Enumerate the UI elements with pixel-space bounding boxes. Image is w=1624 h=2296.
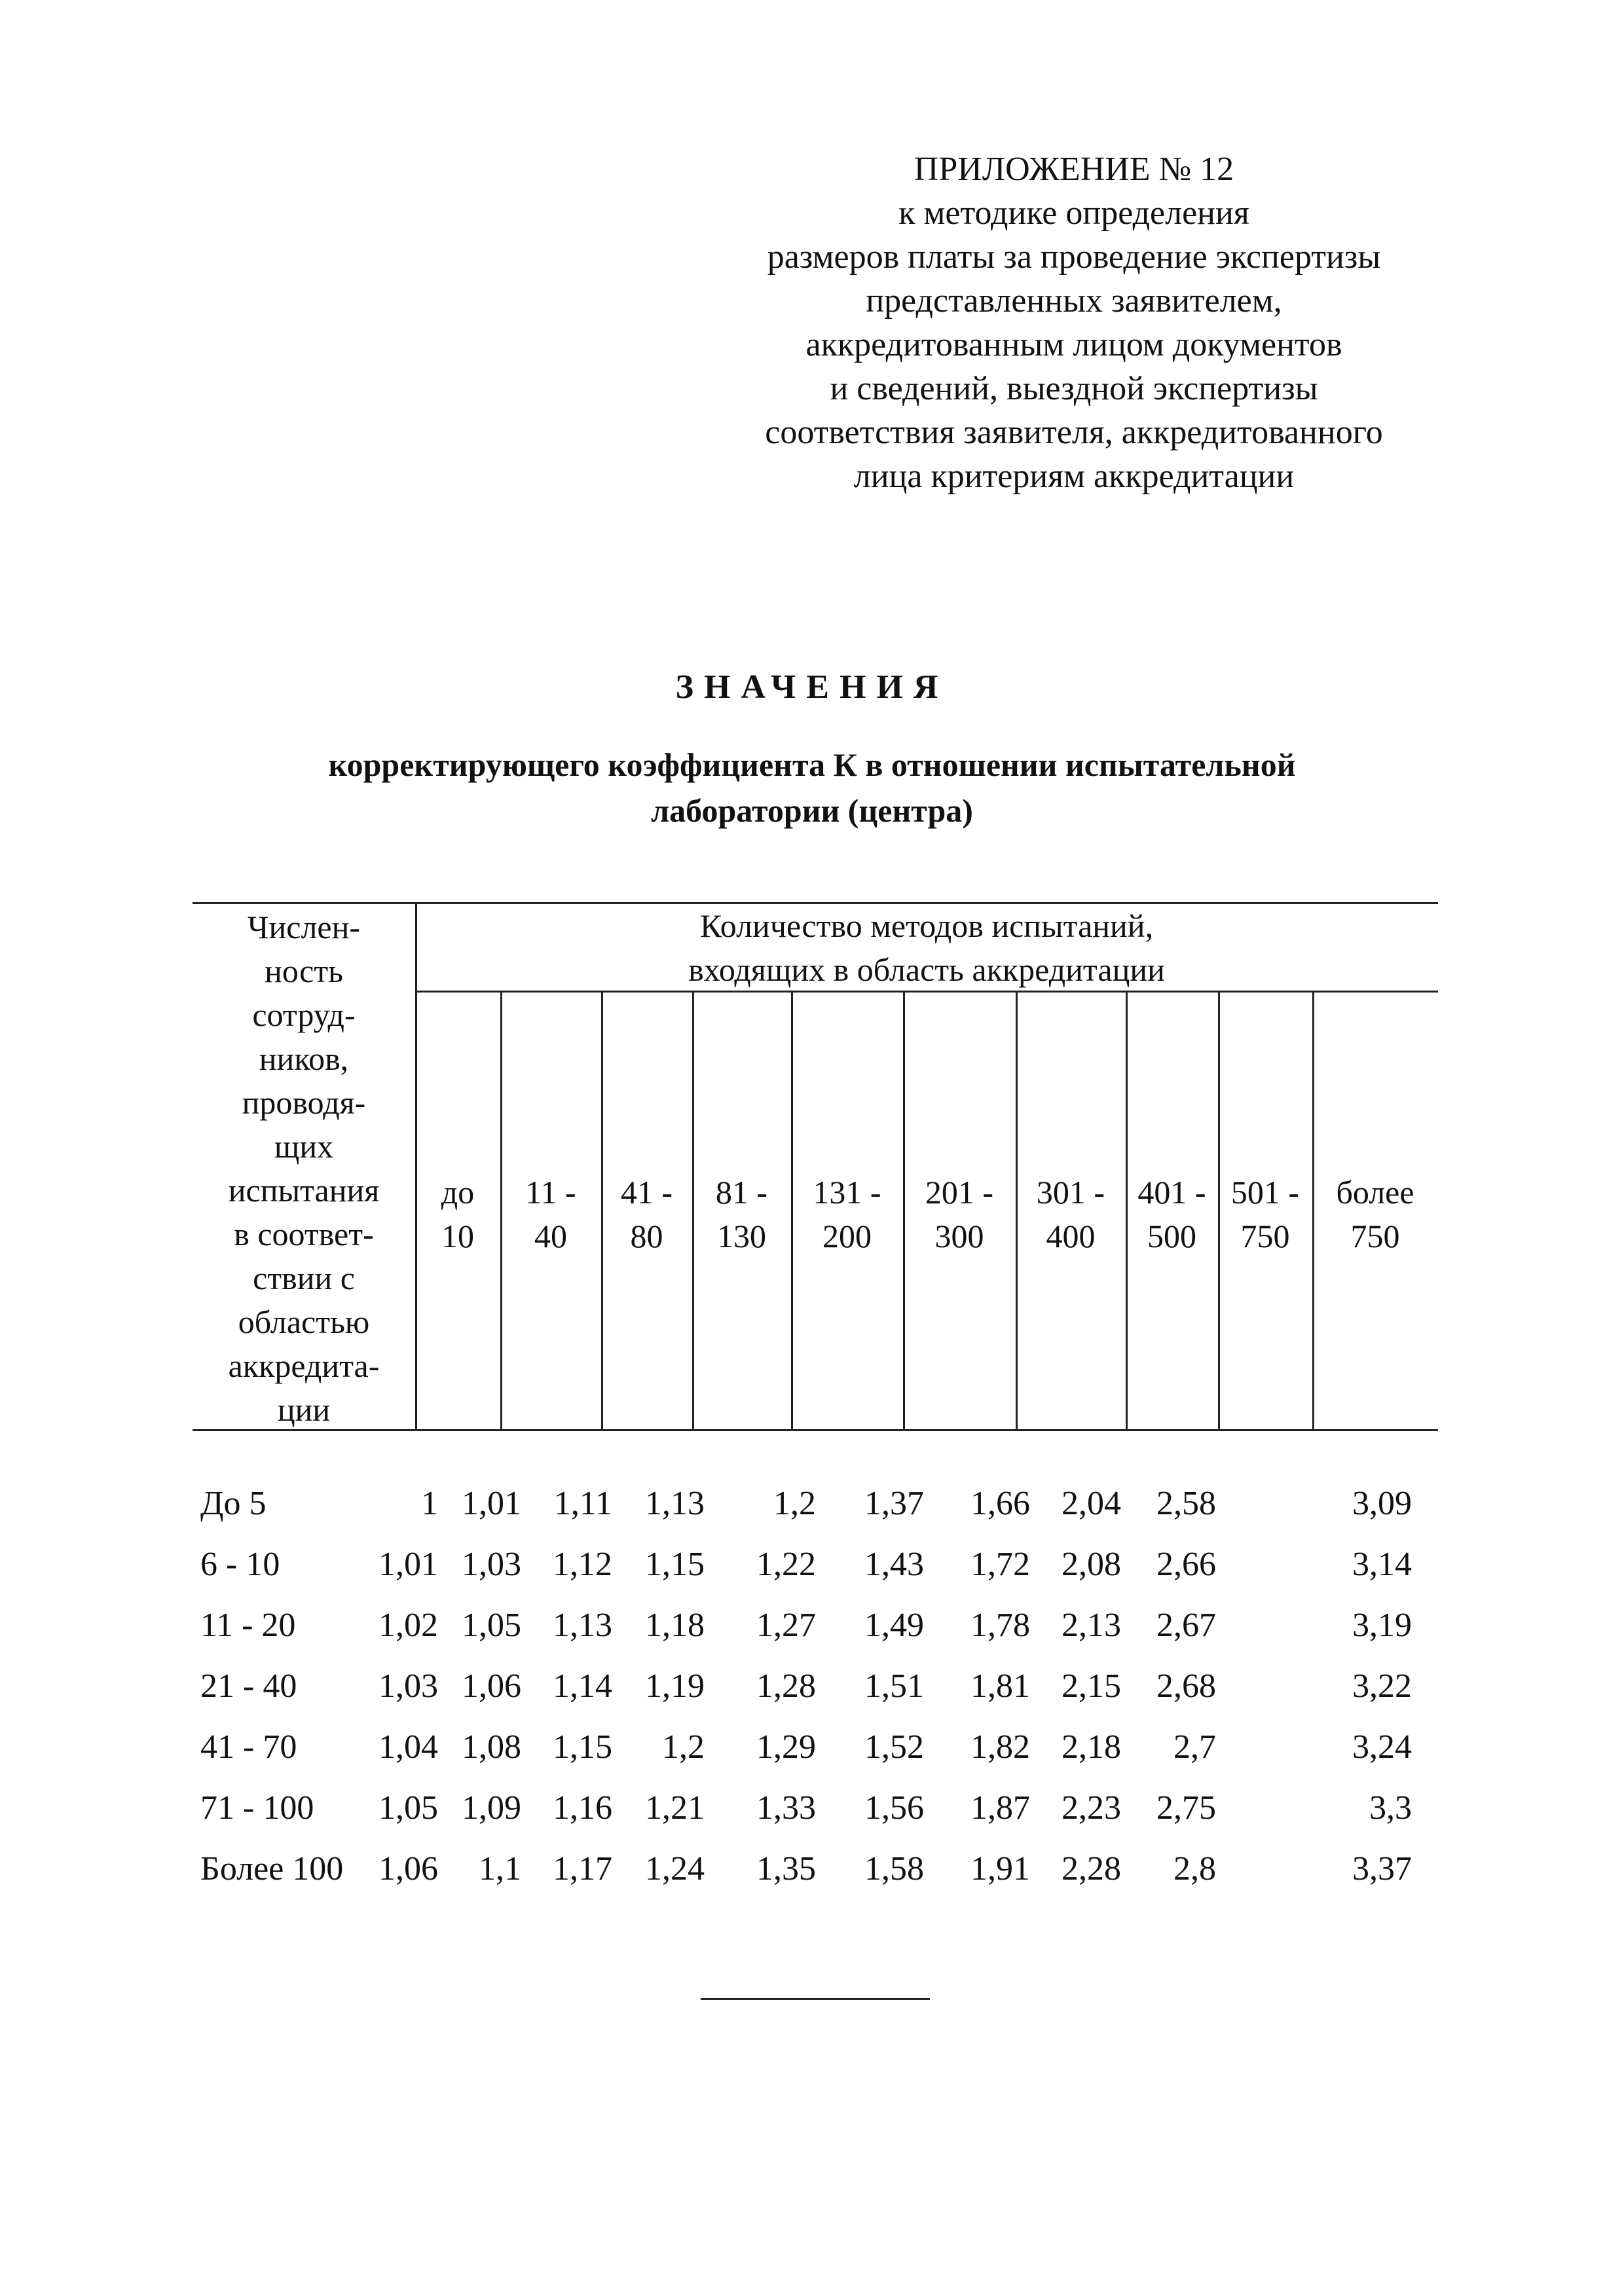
table-cell: 3,37 xyxy=(1352,1850,1412,1887)
table-cell: 2,8 xyxy=(1173,1850,1216,1887)
table-cell: 3,09 xyxy=(1352,1485,1412,1522)
column-header xyxy=(1126,1171,1218,1258)
table-row xyxy=(193,1724,1438,1785)
column-header-line: 131 - xyxy=(813,1174,881,1211)
annex-line: аккредитованным лицом документов xyxy=(805,326,1342,363)
table-cell: 1,17 xyxy=(553,1850,612,1887)
table-cell: 1,22 xyxy=(756,1546,816,1583)
page-title: ЗНАЧЕНИЯ xyxy=(675,668,949,706)
table-cell: 3,22 xyxy=(1352,1667,1412,1705)
table-cell: 1 xyxy=(421,1485,438,1522)
row-header-line: ность xyxy=(265,953,343,989)
column-header-line: 401 - xyxy=(1137,1174,1206,1211)
column-header-line: 10 xyxy=(441,1218,474,1254)
table-cell: 1,49 xyxy=(864,1607,924,1644)
table-cell: 1,15 xyxy=(553,1728,612,1766)
group-header-line: входящих в область аккредитации xyxy=(688,951,1165,988)
row-label: До 5 xyxy=(200,1485,267,1522)
column-header-line: 200 xyxy=(822,1218,872,1254)
table-cell: 1,2 xyxy=(662,1728,705,1766)
row-header-line: щих xyxy=(274,1128,334,1165)
table-cell: 3,24 xyxy=(1352,1728,1412,1766)
column-header xyxy=(903,1171,1016,1258)
table-row xyxy=(193,1481,1438,1542)
row-header-line: ников, xyxy=(259,1040,349,1077)
table-cell: 2,18 xyxy=(1061,1728,1121,1766)
column-header xyxy=(692,1171,791,1258)
column-header-line: 400 xyxy=(1046,1218,1096,1254)
table-cell: 1,01 xyxy=(378,1546,438,1583)
table-cell: 1,03 xyxy=(378,1667,438,1705)
table-cell: 2,08 xyxy=(1061,1546,1121,1583)
column-header-line: 300 xyxy=(934,1218,984,1254)
table-cell: 1,09 xyxy=(462,1789,521,1827)
table-cell: 1,91 xyxy=(970,1850,1030,1887)
table-cell: 1,37 xyxy=(864,1485,924,1522)
table-cell: 1,05 xyxy=(462,1607,521,1644)
annex-line: соответствия заявителя, аккредитованного xyxy=(765,414,1383,451)
column-header-line: 41 - xyxy=(620,1174,673,1211)
table-cell: 1,13 xyxy=(645,1485,705,1522)
annex-line: лица критериям аккредитации xyxy=(853,458,1295,495)
row-header-line: ции xyxy=(277,1391,331,1428)
table-row xyxy=(193,1785,1438,1846)
table-header xyxy=(193,902,1438,1431)
table-cell: 1,04 xyxy=(378,1728,438,1766)
table-row xyxy=(193,1603,1438,1664)
table-cell: 2,75 xyxy=(1156,1789,1216,1827)
table-cell: 3,19 xyxy=(1352,1607,1412,1644)
annex-line: ПРИЛОЖЕНИЕ № 12 xyxy=(913,151,1234,188)
column-header-line: 80 xyxy=(630,1218,663,1254)
table-cell: 1,33 xyxy=(756,1789,816,1827)
column-header xyxy=(1312,1171,1438,1258)
annex-header xyxy=(655,147,1493,498)
table-cell: 1,56 xyxy=(864,1789,924,1827)
column-header-line: 201 - xyxy=(925,1174,994,1211)
row-label: 41 - 70 xyxy=(200,1728,297,1766)
row-label: 11 - 20 xyxy=(200,1607,296,1644)
column-header-line: 40 xyxy=(534,1218,567,1254)
table-cell: 1,29 xyxy=(756,1728,816,1766)
table-cell: 1,21 xyxy=(645,1789,705,1827)
table-cell: 2,13 xyxy=(1061,1607,1121,1644)
column-header-line: 750 xyxy=(1350,1218,1400,1254)
table-cell: 3,3 xyxy=(1369,1789,1412,1827)
table-cell: 2,28 xyxy=(1061,1850,1121,1887)
table-cell: 1,27 xyxy=(756,1607,816,1644)
row-label: 6 - 10 xyxy=(200,1546,280,1583)
column-header-line: 130 xyxy=(717,1218,766,1254)
table-cell: 1,43 xyxy=(864,1546,924,1583)
table-cell: 2,7 xyxy=(1173,1728,1216,1766)
table-cell: 2,67 xyxy=(1156,1607,1216,1644)
table-row xyxy=(193,1664,1438,1724)
table-cell: 1,2 xyxy=(773,1485,816,1522)
column-header xyxy=(1218,1171,1312,1258)
row-label: Более 100 xyxy=(200,1850,344,1887)
column-header xyxy=(601,1171,692,1258)
row-header xyxy=(193,905,415,1432)
annex-line: к методике определения xyxy=(898,194,1249,232)
table-cell: 1,1 xyxy=(479,1850,521,1887)
subtitle-line: корректирующего коэффициента К в отношении испытательной xyxy=(328,746,1296,783)
row-header-line: ствии с xyxy=(253,1260,355,1296)
table-cell: 1,52 xyxy=(864,1728,924,1766)
table-cell: 1,11 xyxy=(553,1485,612,1522)
page-subtitle xyxy=(0,742,1624,833)
column-header-line: 501 - xyxy=(1230,1174,1300,1211)
table-cell: 2,68 xyxy=(1156,1667,1216,1705)
table-cell: 1,06 xyxy=(462,1667,521,1705)
column-header xyxy=(791,1171,903,1258)
table-cell: 1,82 xyxy=(970,1728,1030,1766)
table-cell: 1,03 xyxy=(462,1546,521,1583)
annex-line: представленных заявителем, xyxy=(866,282,1282,319)
subtitle-line: лаборатории (центра) xyxy=(651,792,973,829)
table-cell: 1,19 xyxy=(645,1667,705,1705)
table-cell: 2,23 xyxy=(1061,1789,1121,1827)
table-cell: 1,14 xyxy=(553,1667,612,1705)
table-cell: 3,14 xyxy=(1352,1546,1412,1583)
table-cell: 1,58 xyxy=(864,1850,924,1887)
table-cell: 1,13 xyxy=(553,1607,612,1644)
column-header xyxy=(1016,1171,1126,1258)
column-header-line: 500 xyxy=(1147,1218,1196,1254)
table-body xyxy=(193,1481,1438,1907)
table-cell: 1,06 xyxy=(378,1850,438,1887)
table-row xyxy=(193,1542,1438,1603)
table-cell: 2,15 xyxy=(1061,1667,1121,1705)
annex-line: размеров платы за проведение экспертизы xyxy=(767,238,1381,276)
column-header-line: 301 - xyxy=(1036,1174,1105,1211)
table-cell: 2,04 xyxy=(1061,1485,1121,1522)
column-header xyxy=(500,1171,601,1258)
table-cell: 1,81 xyxy=(970,1667,1030,1705)
row-header-line: проводя- xyxy=(242,1084,366,1121)
column-header-line: более xyxy=(1336,1174,1414,1211)
table-cell: 1,16 xyxy=(553,1789,612,1827)
table-cell: 1,87 xyxy=(970,1789,1030,1827)
row-header-line: аккредита- xyxy=(228,1347,380,1384)
row-header-line: областью xyxy=(238,1303,370,1340)
row-header-line: сотруд- xyxy=(252,996,356,1033)
table-cell: 1,08 xyxy=(462,1728,521,1766)
row-label: 21 - 40 xyxy=(200,1667,297,1705)
table-cell: 1,78 xyxy=(970,1607,1030,1644)
group-header-line: Количество методов испытаний, xyxy=(699,907,1154,944)
column-header xyxy=(415,1171,500,1258)
column-header-line: до xyxy=(441,1174,475,1211)
table-row xyxy=(193,1846,1438,1907)
table-cell: 1,01 xyxy=(462,1485,521,1522)
column-header-line: 11 - xyxy=(525,1174,576,1211)
column-header-line: 81 - xyxy=(715,1174,768,1211)
closing-rule xyxy=(701,1998,930,2000)
table-cell: 1,35 xyxy=(756,1850,816,1887)
table-cell: 1,18 xyxy=(645,1607,705,1644)
row-header-line: испытания xyxy=(228,1172,380,1209)
table-cell: 1,72 xyxy=(970,1546,1030,1583)
table-cell: 1,28 xyxy=(756,1667,816,1705)
table-cell: 1,12 xyxy=(553,1546,612,1583)
row-label: 71 - 100 xyxy=(200,1789,314,1827)
table-cell: 1,05 xyxy=(378,1789,438,1827)
group-header xyxy=(415,904,1438,992)
table-cell: 1,24 xyxy=(645,1850,705,1887)
row-header-line: Числен- xyxy=(248,909,360,945)
table-cell: 1,51 xyxy=(864,1667,924,1705)
table-cell: 1,02 xyxy=(378,1607,438,1644)
table-cell: 1,66 xyxy=(970,1485,1030,1522)
document-title xyxy=(0,665,1624,833)
column-header-line: 750 xyxy=(1240,1218,1290,1254)
table-cell: 1,15 xyxy=(645,1546,705,1583)
annex-line: и сведений, выездной экспертизы xyxy=(830,370,1318,407)
table-cell: 2,66 xyxy=(1156,1546,1216,1583)
row-header-line: в соответ- xyxy=(234,1216,374,1252)
table-cell: 2,58 xyxy=(1156,1485,1216,1522)
